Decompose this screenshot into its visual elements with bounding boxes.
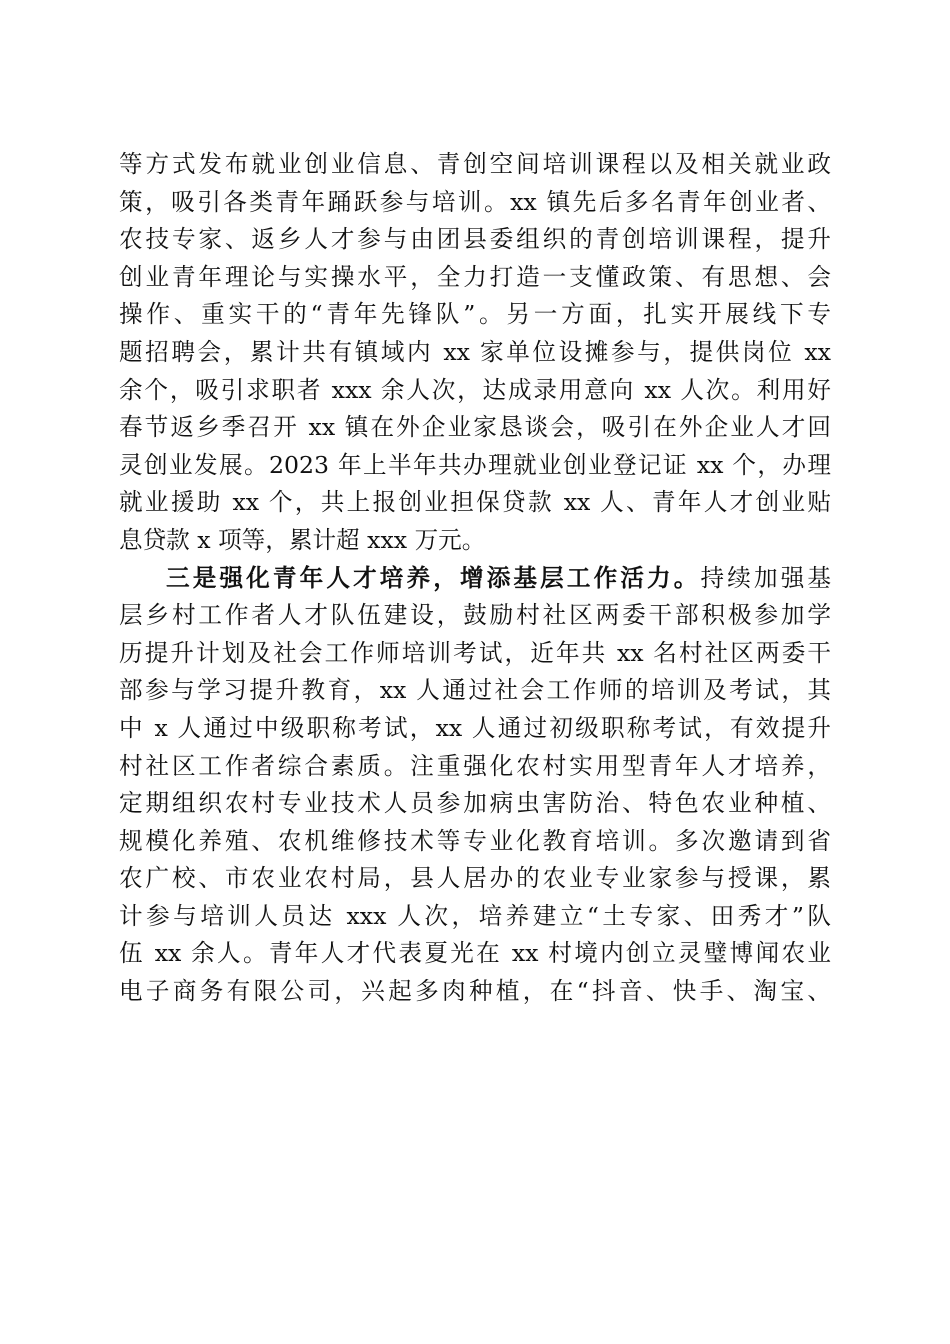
paragraph-1-line-8: 春节返乡季召开 xx 镇在外企业家恳谈会，吸引在外企业人才回	[119, 413, 831, 442]
paragraph-1-line-11: 息贷款 x 项等，累计超 xxx 万元。	[119, 525, 486, 554]
paragraph-1-line-4: 创业青年理论与实操水平，全力打造一支懂政策、有思想、会	[119, 262, 831, 291]
paragraph-2-line-7: 定期组织农村专业技术人员参加病虫害防治、特色农业种植、	[119, 789, 831, 818]
paragraph-1-line-6: 题招聘会，累计共有镇域内 xx 家单位设摊参与，提供岗位 xx	[119, 337, 831, 366]
paragraph-2-line-1	[119, 560, 831, 598]
paragraph-1-line-5: 操作、重实干的“青年先锋队”。另一方面，扎实开展线下专	[119, 300, 831, 329]
paragraph-1-line-10: 就业援助 xx 个，共上报创业担保贷款 xx 人、青年人才创业贴	[119, 488, 831, 517]
paragraph-2-line-2: 层乡村工作者人才队伍建设，鼓励村社区两委干部积极参加学	[119, 601, 831, 630]
paragraph-1-line-7: 余个，吸引求职者 xxx 余人次，达成录用意向 xx 人次。利用好	[119, 375, 831, 404]
paragraph-2-line-4: 部参与学习提升教育，xx 人通过社会工作师的培训及考试，其	[119, 676, 831, 705]
paragraph-1-line-1: 等方式发布就业创业信息、青创空间培训课程以及相关就业政	[119, 150, 831, 178]
paragraph-2-line-3: 历提升计划及社会工作师培训考试，近年共 xx 名村社区两委干	[119, 638, 831, 667]
paragraph-2-line-12: 电子商务有限公司，兴起多肉种植，在“抖音、快手、淘宝、	[119, 977, 831, 1006]
paragraph-1-line-2: 策，吸引各类青年踊跃参与培训。xx 镇先后多名青年创业者、	[119, 187, 831, 216]
document-body	[119, 146, 831, 1011]
paragraph-2-line-11: 伍 xx 余人。青年人才代表夏光在 xx 村境内创立灵璧博闻农业	[119, 939, 831, 968]
paragraph-2-line-10: 计参与培训人员达 xxx 人次，培养建立“土专家、田秀才”队	[119, 901, 831, 930]
paragraph-2-line-8: 规模化养殖、农机维修技术等专业化教育培训。多次邀请到省	[119, 826, 831, 855]
paragraph-1-line-9: 灵创业发展。2023 年上半年共办理就业创业登记证 xx 个，办理	[119, 450, 831, 479]
paragraph-2-line-5: 中 x 人通过中级职称考试，xx 人通过初级职称考试，有效提升	[119, 713, 831, 742]
paragraph-2-heading: 三是强化青年人才培养，增添基层工作活力。	[166, 563, 701, 592]
paragraph-1-line-3: 农技专家、返乡人才参与由团县委组织的青创培训课程，提升	[119, 225, 831, 254]
paragraph-2-line-9: 农广校、市农业农村局，县人居办的农业专业家参与授课，累	[119, 864, 831, 893]
paragraph-2-line-6: 村社区工作者综合素质。注重强化农村实用型青年人才培养，	[119, 751, 831, 780]
paragraph-2-first-line-rest: 持续加强基	[700, 563, 832, 592]
